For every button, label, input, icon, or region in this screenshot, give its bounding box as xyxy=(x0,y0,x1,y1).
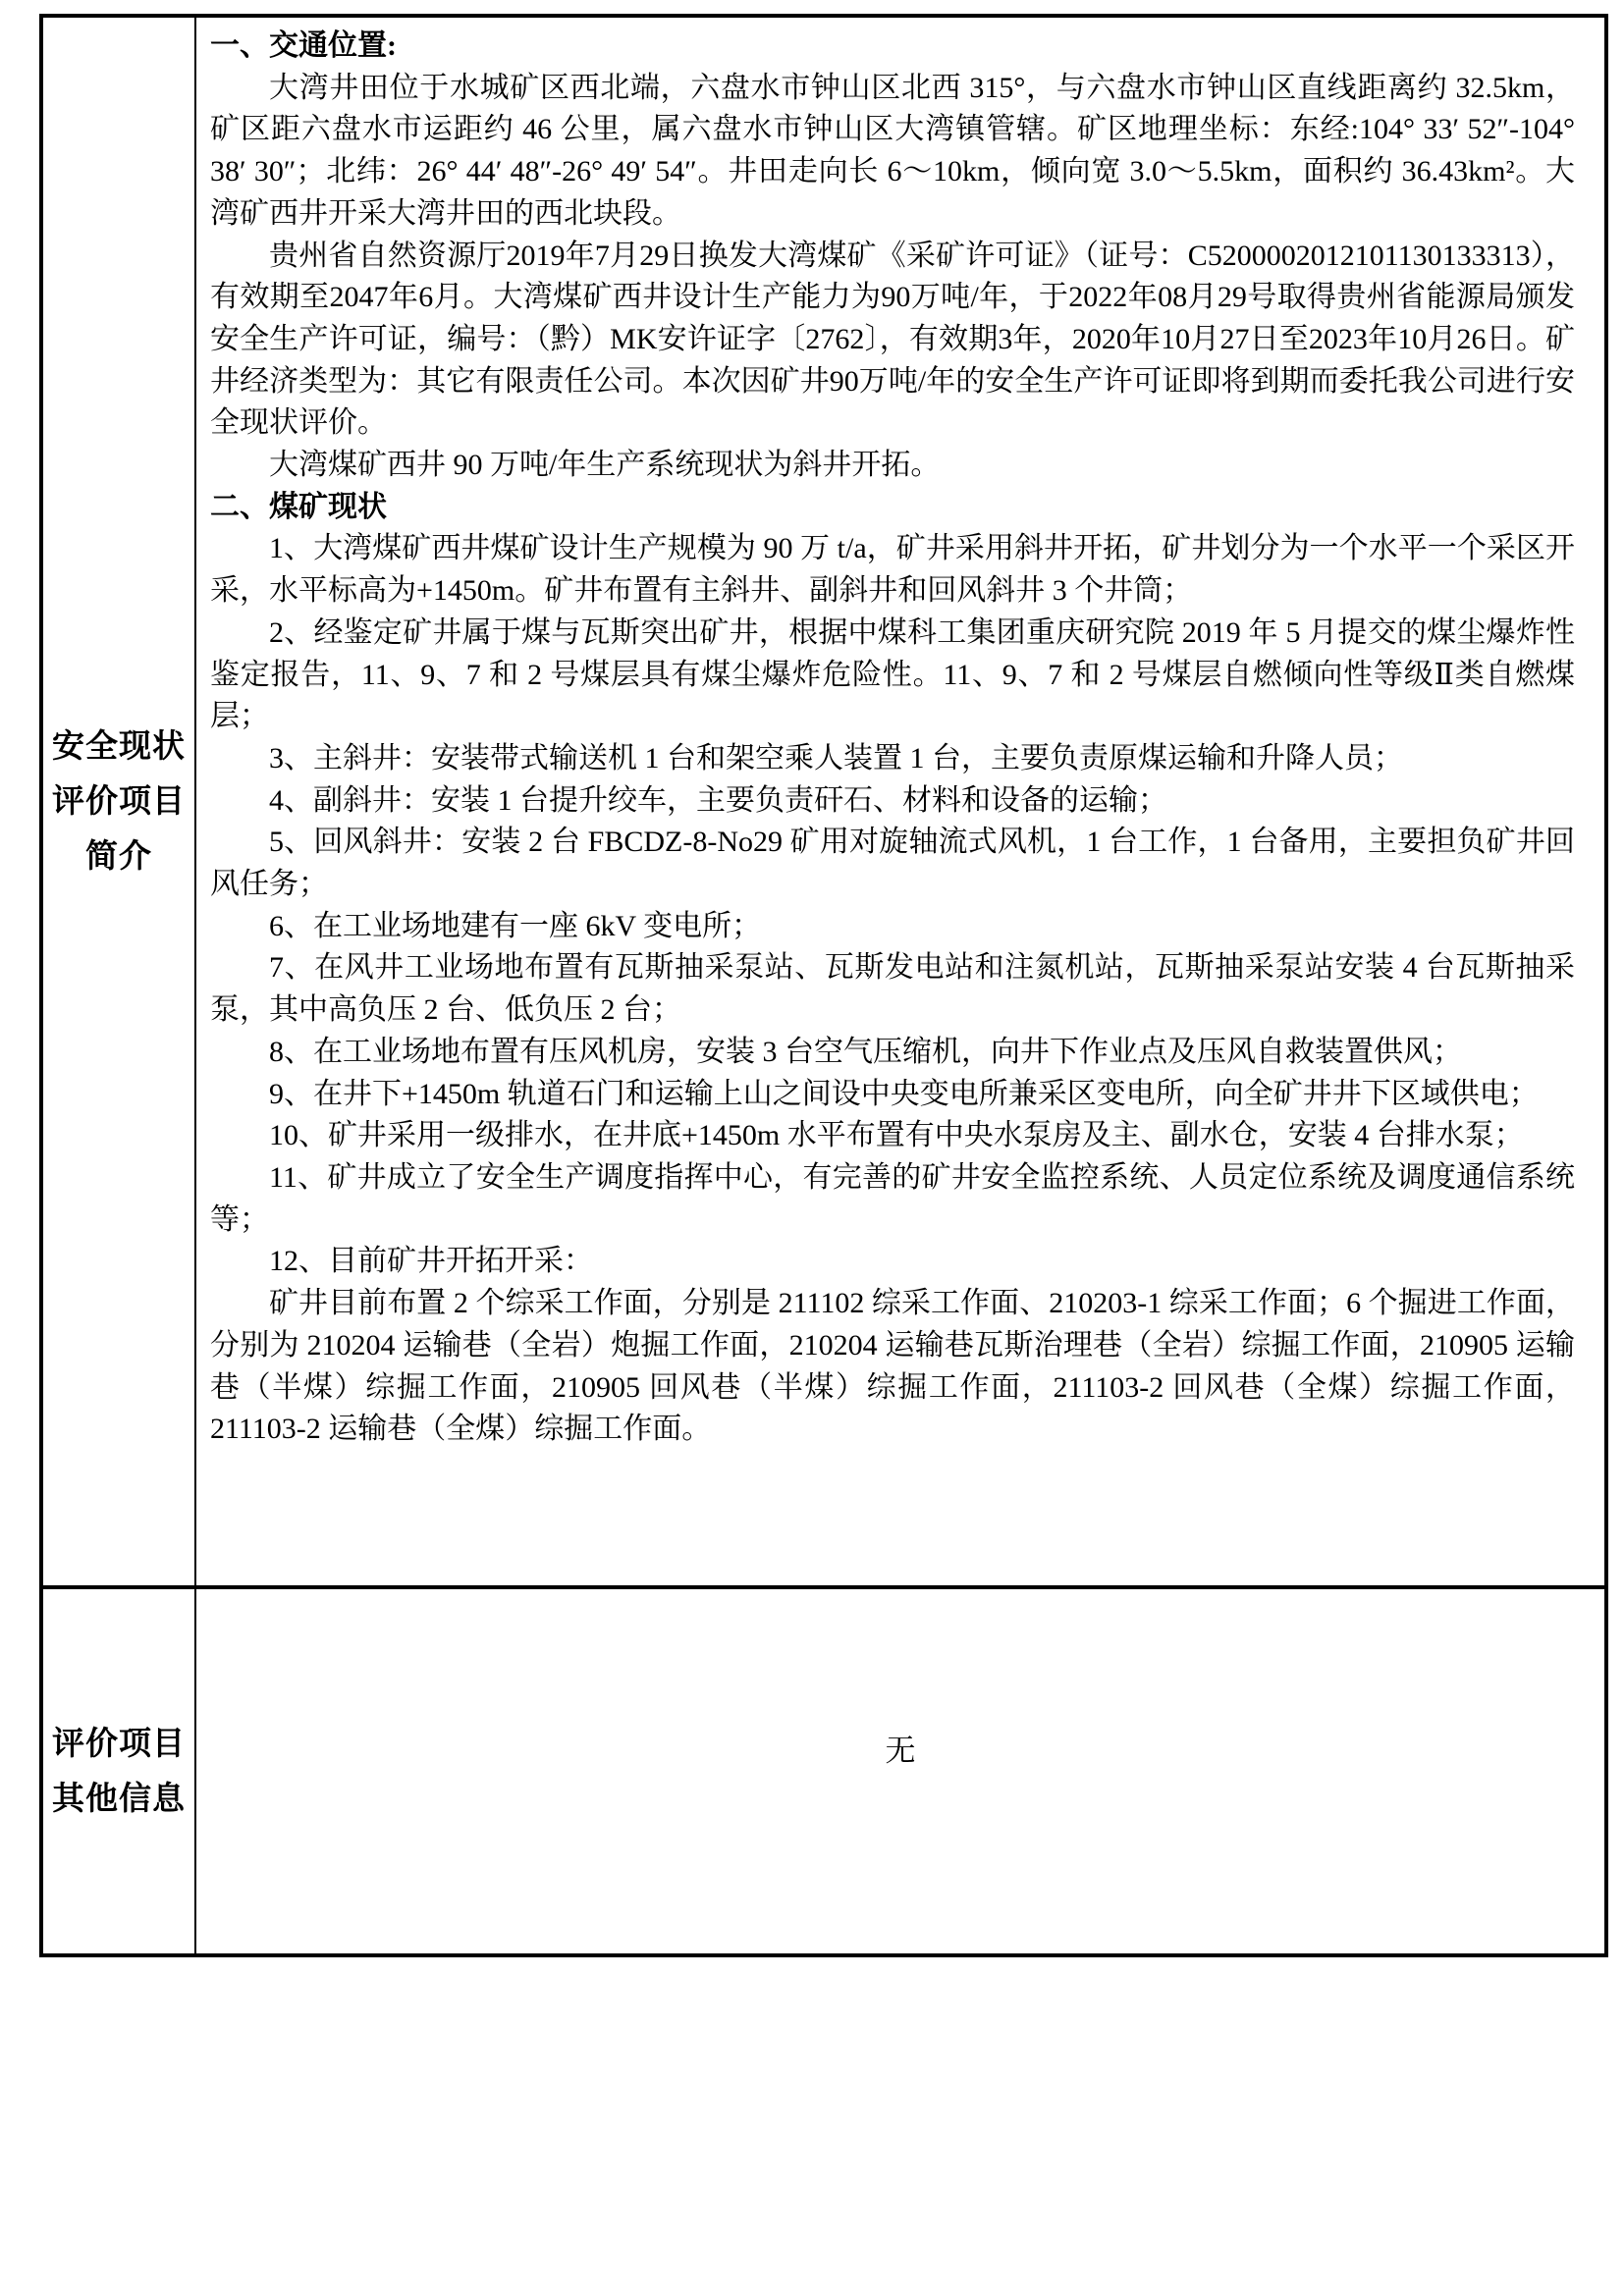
paragraph-item-5: 5、回风斜井：安装 2 台 FBCDZ-8-No29 矿用对旋轴流式风机，1 台工作，1 台备用，主要担负矿井回风任务； xyxy=(210,826,1575,901)
safety-status-intro-row xyxy=(43,18,1604,1589)
label-line: 安全现状 xyxy=(52,728,186,765)
paragraph-item-6: 6、在工业场地建有一座 6kV 变电所； xyxy=(269,909,762,942)
safety-status-intro-label xyxy=(52,720,186,884)
paragraph-item-11: 11、矿井成立了安全生产调度指挥中心，有完善的矿井安全监控系统、人员定位系统及调度通信系统等； xyxy=(210,1160,1575,1236)
section-heading-traffic-location: 一、交通位置: xyxy=(210,29,397,62)
paragraph-item-9: 9、在井下+1450m 轨道石门和运输上山之间设中央变电所兼采区变电所，向全矿井井下区域供电； xyxy=(269,1077,1539,1110)
label-line: 其他信息 xyxy=(52,1781,186,1817)
paragraph-item-4: 4、副斜井：安装 1 台提升绞车，主要负责矸石、材料和设备的运输； xyxy=(269,783,1167,817)
paragraph-item-8: 8、在工业场地布置有压风机房，安装 3 台空气压缩机，向井下作业点及压风自救装置供风； xyxy=(269,1035,1462,1068)
section-heading-mine-status: 二、煤矿现状 xyxy=(210,490,387,523)
other-info-label-cell xyxy=(43,1589,196,1953)
paragraph-item-1: 1、大湾煤矿西井煤矿设计生产规模为 90 万 t/a，矿井采用斜井开拓，矿井划分为一个水平一个采区开采，水平标高为+1450m。矿井布置有主斜井、副斜井和回风斜井 3 个井筒； xyxy=(210,532,1575,608)
label-line: 评价项目 xyxy=(52,783,186,820)
label-line: 评价项目 xyxy=(52,1726,186,1762)
paragraph-item-7: 7、在风井工业场地布置有瓦斯抽采泵站、瓦斯发电站和注氮机站，瓦斯抽采泵站安装 4 台瓦斯抽采泵，其中高负压 2 台、低负压 2 台； xyxy=(210,951,1575,1027)
paragraph-working-faces: 矿井目前布置 2 个综采工作面，分别是 211102 综采工作面、210203-1 综采工作面；6 个掘进工作面，分别为 210204 运输巷（全岩）炮掘工作面，210204 运输巷瓦斯治理巷（全岩）综掘工作面，210905 运输巷（半煤）综掘工作面，210905 回风巷（半煤）综掘工作面，211103-2 回风巷（全煤）综掘工作面，211103-2 运输巷（全煤）综掘工作面。 xyxy=(210,1287,1575,1446)
paragraph-license: 贵州省自然资源厅2019年7月29日换发大湾煤矿《采矿许可证》（证号：C5200002012101130133313），有效期至2047年6月。大湾煤矿西井设计生产能力为90万吨/年，于2022年08月29号取得贵州省能源局颁发安全生产许可证，编号：（黔）MK安许证字〔2762〕，有效期3年，2020年10月27日至2023年10月26日。矿井经济类型为：其它有限责任公司。本次因矿井90万吨/年的安全生产许可证即将到期而委托我公司进行安全现状评价。 xyxy=(210,239,1575,440)
other-info-row xyxy=(43,1589,1604,1953)
paragraph-item-10: 10、矿井采用一级排水，在井底+1450m 水平布置有中央水泵房及主、副水仓，安装 4 台排水泵； xyxy=(269,1119,1524,1152)
safety-status-intro-label-cell xyxy=(43,18,196,1585)
none-value: 无 xyxy=(885,1734,916,1769)
report-table xyxy=(39,14,1608,1957)
other-info-label xyxy=(52,1717,186,1827)
label-line: 简介 xyxy=(85,838,152,875)
paragraph-location: 大湾井田位于水城矿区西北端，六盘水市钟山区北西 315°，与六盘水市钟山区直线距离约 32.5km，矿区距六盘水市运距约 46 公里，属六盘水市钟山区大湾镇管辖。矿区地理坐标：东经:104° 33′ 52″-104° 38′ 30″；北纬：26° 44′ 48″-26° 49′ 54″。井田走向长 6～10km，倾向宽 3.0～5.5km，面积约 36.43km²。大湾矿西井开采大湾井田的西北块段。 xyxy=(210,71,1575,230)
paragraph-item-12: 12、目前矿井开拓开采： xyxy=(269,1245,593,1278)
paragraph-item-2: 2、经鉴定矿井属于煤与瓦斯突出矿井，根据中煤科工集团重庆研究院 2019 年 5 月提交的煤尘爆炸性鉴定报告，11、9、7 和 2 号煤层具有煤尘爆炸危险性。11、9、7 和 2 号煤层自燃倾向性等级Ⅱ类自燃煤层； xyxy=(210,615,1575,733)
paragraph-item-3: 3、主斜井：安装带式输送机 1 台和架空乘人装置 1 台，主要负责原煤运输和升降人员； xyxy=(269,741,1403,774)
paragraph-production-system: 大湾煤矿西井 90 万吨/年生产系统现状为斜井开拓。 xyxy=(269,449,941,482)
safety-status-intro-content xyxy=(196,18,1604,1585)
other-info-content xyxy=(196,1589,1604,1953)
